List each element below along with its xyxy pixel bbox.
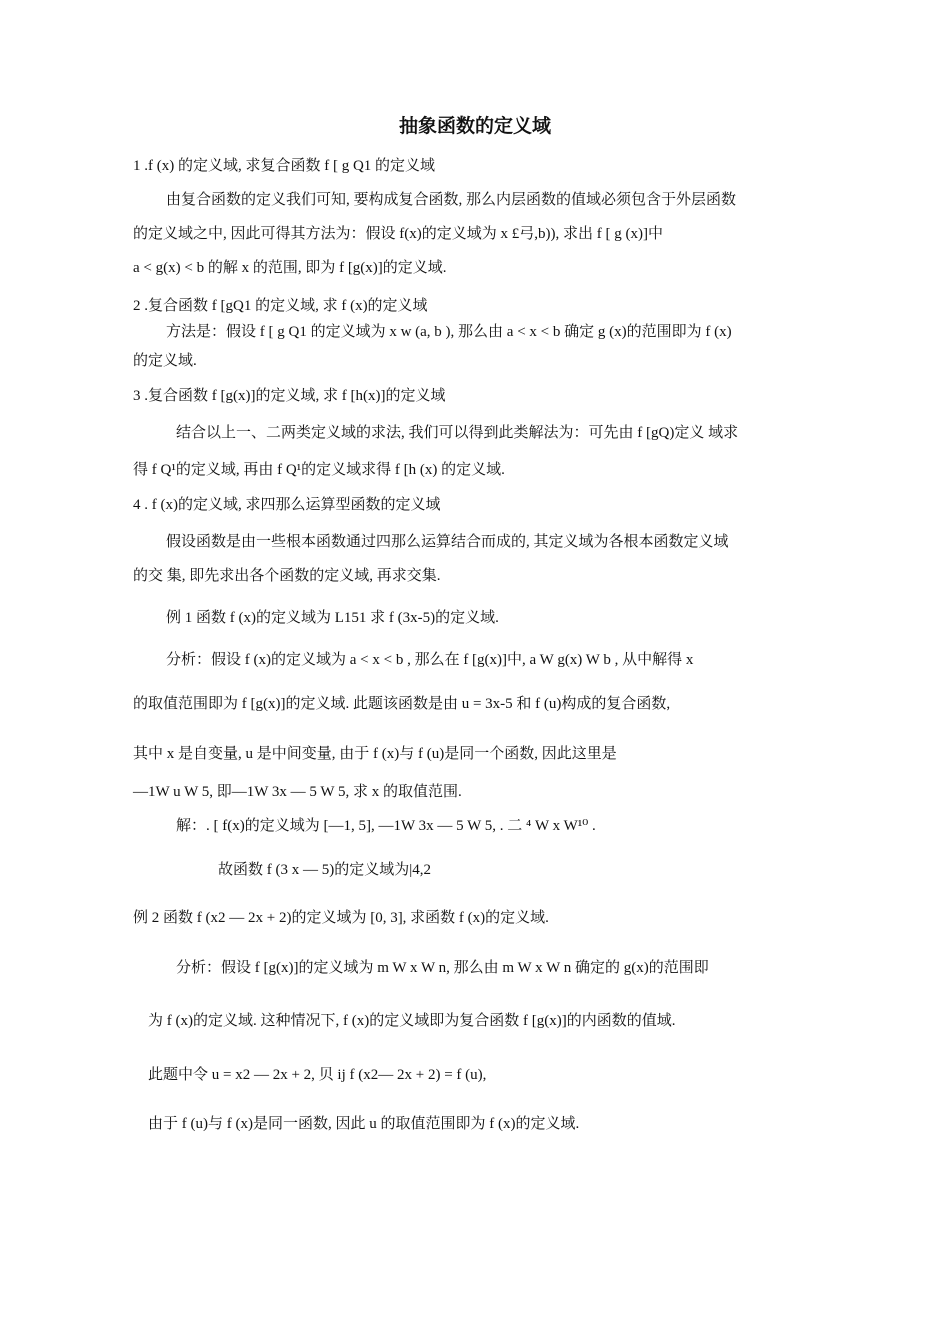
example-2-analysis: 分析：假设 f [g(x)]的定义域为 m W x W n, 那么由 m W x W n 确定的 g(x)的范围即 <box>176 960 709 976</box>
example-1-conclusion: 故函数 f (3 x — 5)的定义域为|4,2 <box>218 862 431 878</box>
paragraph-line: 的定义域. <box>133 353 197 369</box>
paragraph-line: 由于 f (u)与 f (x)是同一函数, 因此 u 的取值范围即为 f (x)的定义域. <box>148 1116 580 1132</box>
paragraph-line: —1W u W 5, 即—1W 3x — 5 W 5, 求 x 的取值范围. <box>133 784 462 800</box>
paragraph-line: 的定义域之中, 因此可得其方法为：假设 f(x)的定义域为 x £弓,b)), 求出 f [ g (x)]中 <box>133 226 663 242</box>
page-title: 抽象函数的定义域 <box>398 115 551 137</box>
heading-3: 3 .复合函数 f [g(x)]的定义域, 求 f [h(x)]的定义域 <box>133 388 446 404</box>
example-2-title: 例 2 函数 f (x2 — 2x + 2)的定义域为 [0, 3], 求函数 f (x)的定义域. <box>133 910 549 926</box>
paragraph-line: 得 f Q¹的定义域, 再由 f Q¹的定义域求得 f [h (x) 的定义域. <box>133 462 505 478</box>
example-1-solution: 解：. [ f(x)的定义域为 [—1, 5], —1W 3x — 5 W 5, . 二 ⁴ W x W¹⁰ . <box>176 818 596 834</box>
paragraph-line: 其中 x 是自变量, u 是中间变量, 由于 f (x)与 f (u)是同一个函数, 因此这里是 <box>133 746 617 762</box>
paragraph-line: 的交 集, 即先求出各个函数的定义域, 再求交集. <box>133 568 441 584</box>
paragraph-line: 假设函数是由一些根本函数通过四那么运算结合而成的, 其定义域为各根本函数定义域 <box>166 534 729 550</box>
example-1-analysis: 分析：假设 f (x)的定义域为 a < x < b , 那么在 f [g(x)]中, a W g(x) W b , 从中解得 x <box>166 652 694 668</box>
heading-2: 2 .复合函数 f [gQ1 的定义域, 求 f (x)的定义域 <box>133 298 428 314</box>
heading-1: 1 .f (x) 的定义域, 求复合函数 f [ g Q1 的定义域 <box>133 158 436 174</box>
paragraph-line: 由复合函数的定义我们可知, 要构成复合函数, 那么内层函数的值域必须包含于外层函数 <box>166 192 737 208</box>
paragraph-line: a < g(x) < b 的解 x 的范围, 即为 f [g(x)]的定义域. <box>133 260 447 276</box>
paragraph-line: 为 f (x)的定义域. 这种情况下, f (x)的定义域即为复合函数 f [g(x)]的内函数的值域. <box>148 1013 676 1029</box>
example-1-title: 例 1 函数 f (x)的定义域为 L151 求 f (3x-5)的定义域. <box>166 610 499 626</box>
heading-4: 4 . f (x)的定义域, 求四那么运算型函数的定义域 <box>133 497 441 513</box>
paragraph-line: 此题中令 u = x2 — 2x + 2, 贝 ij f (x2— 2x + 2) = f (u), <box>148 1067 487 1083</box>
paragraph-line: 结合以上一、二两类定义域的求法, 我们可以得到此类解法为：可先由 f [gQ)定义 域求 <box>176 425 739 441</box>
paragraph-line: 的取值范围即为 f [g(x)]的定义域. 此题该函数是由 u = 3x-5 和 f (u)构成的复合函数, <box>133 696 671 712</box>
paragraph-line: 方法是：假设 f [ g Q1 的定义域为 x w (a, b ), 那么由 a < x < b 确定 g (x)的范围即为 f (x) <box>166 324 732 340</box>
